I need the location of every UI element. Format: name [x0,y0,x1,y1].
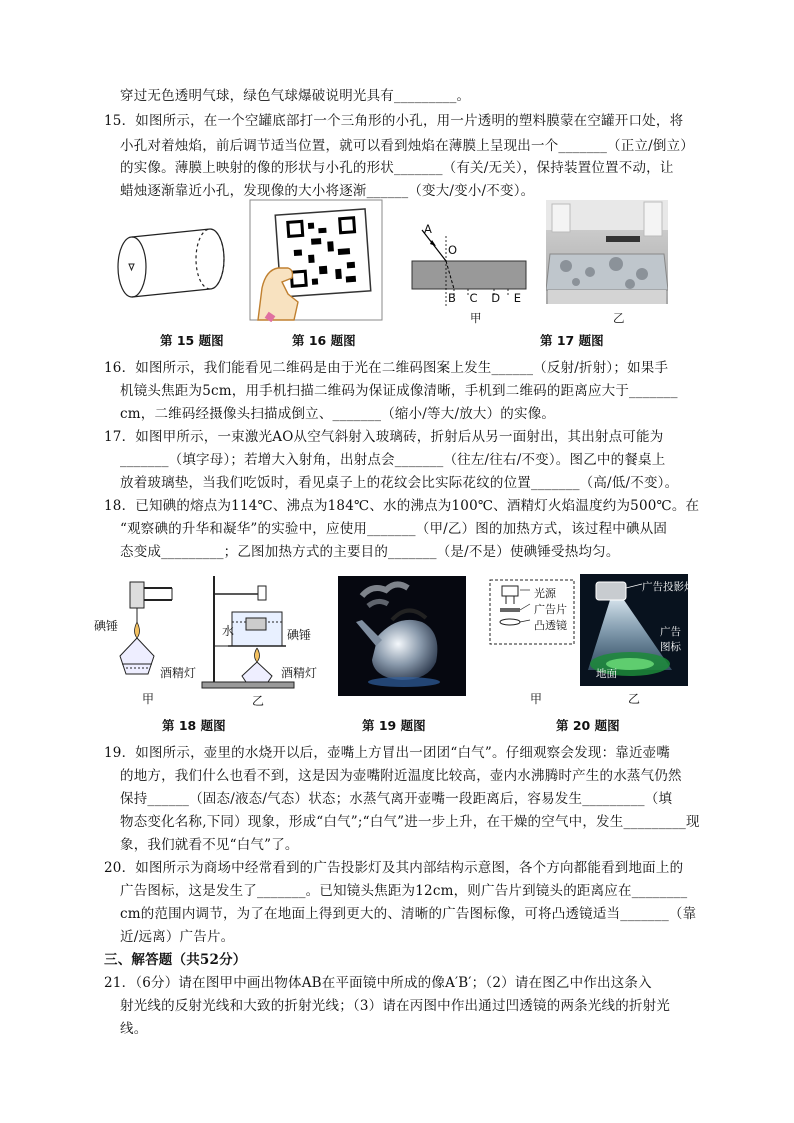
caption-figure-20: 第 20 题图 [556,718,620,733]
question-16-line: 16．如图所示，我们能看见二维码是由于光在二维码图案上发生______（反射/折射）；如果手 [104,360,669,376]
caption-figure-16: 第 16 题图 [292,333,356,348]
text-line: 机镜头焦距为5cm，用手机扫描二维码为保证成像清晰，手机到二维码的距离应大于_______ [120,383,678,399]
question-18-line: 18．已知碘的熔点为114℃、沸点为184℃、水的沸点为100℃、酒精灯火焰温度约为500℃。在 [104,498,700,514]
text-line: 的地方，我们什么也看不到，这是因为壶嘴附近温度比较高，壶内水沸腾时产生的水蒸气仍然 [120,768,682,784]
figure-17-table-photo [546,200,668,304]
figure-19-kettle-photo [338,576,466,696]
figure-17-label-a: A [424,222,432,236]
figure-20-label-dimian: 地面 [596,668,617,680]
figure-18-label-dianchui-1: 碘锤 [94,619,119,633]
text-line: 广告图标，这是发生了_______。已知镜头焦距为12cm，则广告片到镜头的距离应在________ [120,883,688,899]
caption-figure-18: 第 18 题图 [162,718,226,733]
figure-17-label-jia: 甲 [470,311,482,325]
text-line: cm，二维码经摄像头扫描成倒立、_______（缩小/等大/放大）的实像。 [120,406,556,422]
figure-18-label-jiujingdeng-2: 酒精灯 [281,666,318,680]
figure-18-label-jia: 甲 [142,692,155,706]
text-line: 放着玻璃垫，当我们吃饭时，看见桌子上的花纹会比实际花纹的位置_______（高/低/不变）。 [120,475,679,491]
figure-20-label-guangyuan: 光源 [534,587,556,600]
text-line: 态变成_________；乙图加热方式的主要目的_______（是/不是）使碘锤受热均匀。 [120,544,620,560]
section-heading: 三、解答题（共52分） [104,952,247,968]
text-line: 蜡烛逐渐靠近小孔，发现像的大小将逐渐______（变大/变小/不变）。 [120,183,535,199]
question-20-line: 20．如图所示为商场中经常看到的广告投影灯及其内部结构示意图，各个方向都能看到地面上的 [104,860,684,876]
text-line: 穿过无色透明气球，绿色气球爆破说明光具有_________。 [120,88,471,104]
figure-18-label-jiujingdeng-1: 酒精灯 [160,666,197,680]
figure-20-label-jia: 甲 [530,692,543,706]
figure-18-label-yi: 乙 [252,694,265,708]
caption-figure-17: 第 17 题图 [540,333,604,348]
figure-20-label-tubiao-2: 图标 [660,641,681,653]
figure-17-label-o: O [448,243,458,257]
text-line: 保持______（固态/液态/气态）状态；水蒸气离开壶嘴一段距离后，容易发生_________（填 [120,791,673,807]
question-19-line: 19．如图所示，壶里的水烧开以后，壶嘴上方冒出一团团“白气”。仔细观察会发现：靠近壶嘴 [104,745,671,761]
text-line: 小孔对着烛焰，前后调节适当位置，就可以看到烛焰在薄膜上呈现出一个_______（正立/倒立） [120,138,694,154]
caption-figure-15: 第 15 题图 [160,333,224,348]
figure-17-label-yi: 乙 [613,311,625,325]
question-15-line: 15．如图所示，在一个空罐底部打一个三角形的小孔，用一片透明的塑料膜蒙在空罐开口处，将 [104,113,684,129]
text-line: 射光线的反射光线和大致的折射光线；（3）请在丙图中作出通过凹透镜的两条光线的折射光 [120,998,671,1014]
figure-20-label-yi: 乙 [628,692,641,706]
figure-18-label-shui: 水 [222,624,235,638]
figure-20-label-tousheng: 广告投影灯 [642,581,695,593]
figure-16-qr-hand [248,198,384,322]
text-line: 的实像。薄膜上映射的像的形状与小孔的形状_______（有关/无关），保持装置位置不动，让 [120,160,674,176]
figure-20-label-guanggaopian: 广告片 [534,603,567,616]
figure-20-label-toujing: 凸透镜 [534,619,567,632]
text-line: 物态变化名称,下同）现象，形成“白气”;“白气”进一步上升，在干燥的空气中，发生_________现 [120,814,700,830]
text-line: _______（填字母）；若增大入射角，出射点会_______（往左/往右/不变）。图乙中的餐桌上 [120,452,666,468]
question-21-line: 21．（6分）请在图甲中画出物体AB在平面镜中所成的像A′B′；（2）请在图乙中作出这条入 [104,975,652,991]
question-17-line: 17．如图甲所示，一束激光AO从空气斜射入玻璃砖，折射后从另一面射出，其出射点可能为 [104,429,664,445]
figure-17-label-points: B C D E [448,291,527,305]
figure-15-can [110,222,240,312]
text-line: 象，我们就看不见“白气”了。 [120,837,299,853]
figure-20-label-tubiao-1: 广告 [660,626,681,638]
text-line: “观察碘的升华和凝华”的实验中，应使用_______（甲/乙）图的加热方式，该过程中碘从固 [120,521,668,537]
figure-18-label-dianchui-2: 碘锤 [287,628,312,642]
text-line: cm的范围内调节，为了在地面上得到更大的、清晰的广告图标像，可将凸透镜适当_______（靠 [120,906,697,922]
caption-figure-19: 第 19 题图 [362,718,426,733]
text-line: 近/远离）广告片。 [120,929,235,945]
text-line: 线。 [120,1021,148,1037]
